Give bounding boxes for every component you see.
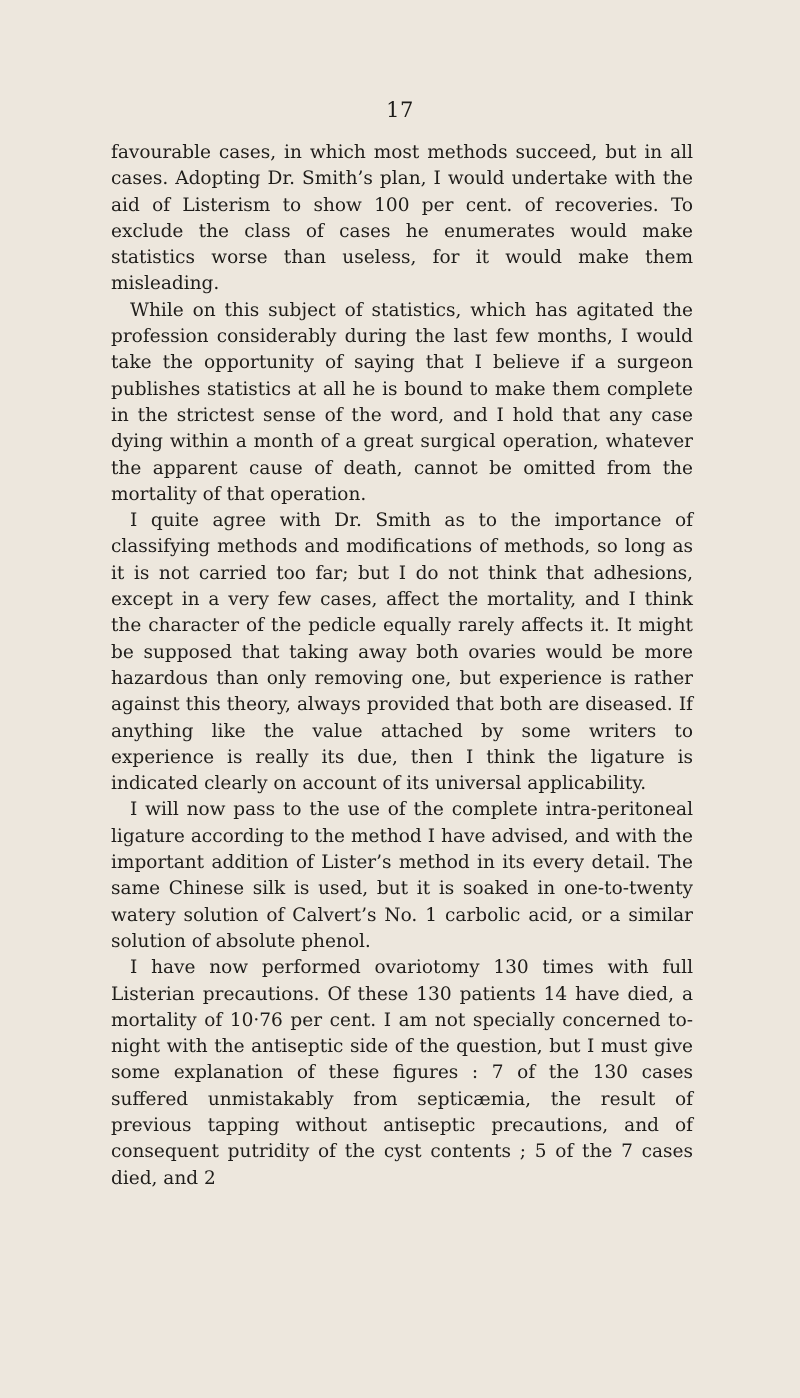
page-number: 17 [386, 98, 414, 122]
paragraph-2: While on this subject of statistics, which has agitated the profession considerably during the last few months, I would take the opportunity of saying that I believe if a surgeon publishes statistics at all he is bound to make them complete in the strictest sense of the word, and I hold that any case dying within a month of a great surgical operation, whatever the apparent cause of death, cannot be omitted from the mortality of that operation. [111, 299, 693, 505]
paragraph-4: I will now pass to the use of the complete intra-peritoneal ligature according to the method I have advised, and with the important addition of Lister’s method in its every detail. The same Chinese silk is used, but it is soaked in one-to-twenty watery solution of Calvert’s No. 1 carbolic acid, or a similar solution of absolute phenol. [111, 799, 693, 952]
body-text [111, 140, 693, 1192]
paragraph-3: I quite agree with Dr. Smith as to the importance of classifying methods and modifications of methods, so long as it is not carried too far; but I do not think that adhesions, except in a very few cases, affect the mortality, and I think the character of the pedicle equally rarely affects it. It might be supposed that taking away both ovaries would be more hazardous than only removing one, but experience is rather against this theory, always provided that both are diseased. If anything like the value attached by some writers to experience is really its due, then I think the ligature is indicated clearly on account of its universal applicability. [111, 510, 693, 795]
paragraph-1: favourable cases, in which most methods succeed, but in all cases. Adopting Dr. Smith’s plan, I would undertake with the aid of Listerism to show 100 per cent. of recoveries. To exclude the class of cases he enumerates would make statistics worse than useless, for it would make them misleading. [111, 142, 693, 295]
paragraph-5: I have now performed ovariotomy 130 times with full Listerian precautions. Of these 130 patients 14 have died, a mortality of 10·76 per cent. I am not specially concerned to-night with the antiseptic side of the question, but I must give some explanation of these figures : 7 of the 130 cases suffered unmistakably from septicæmia, the result of previous tapping without antiseptic precautions, and of consequent putridity of the cyst contents ; 5 of the 7 cases died, and 2 [111, 957, 693, 1189]
